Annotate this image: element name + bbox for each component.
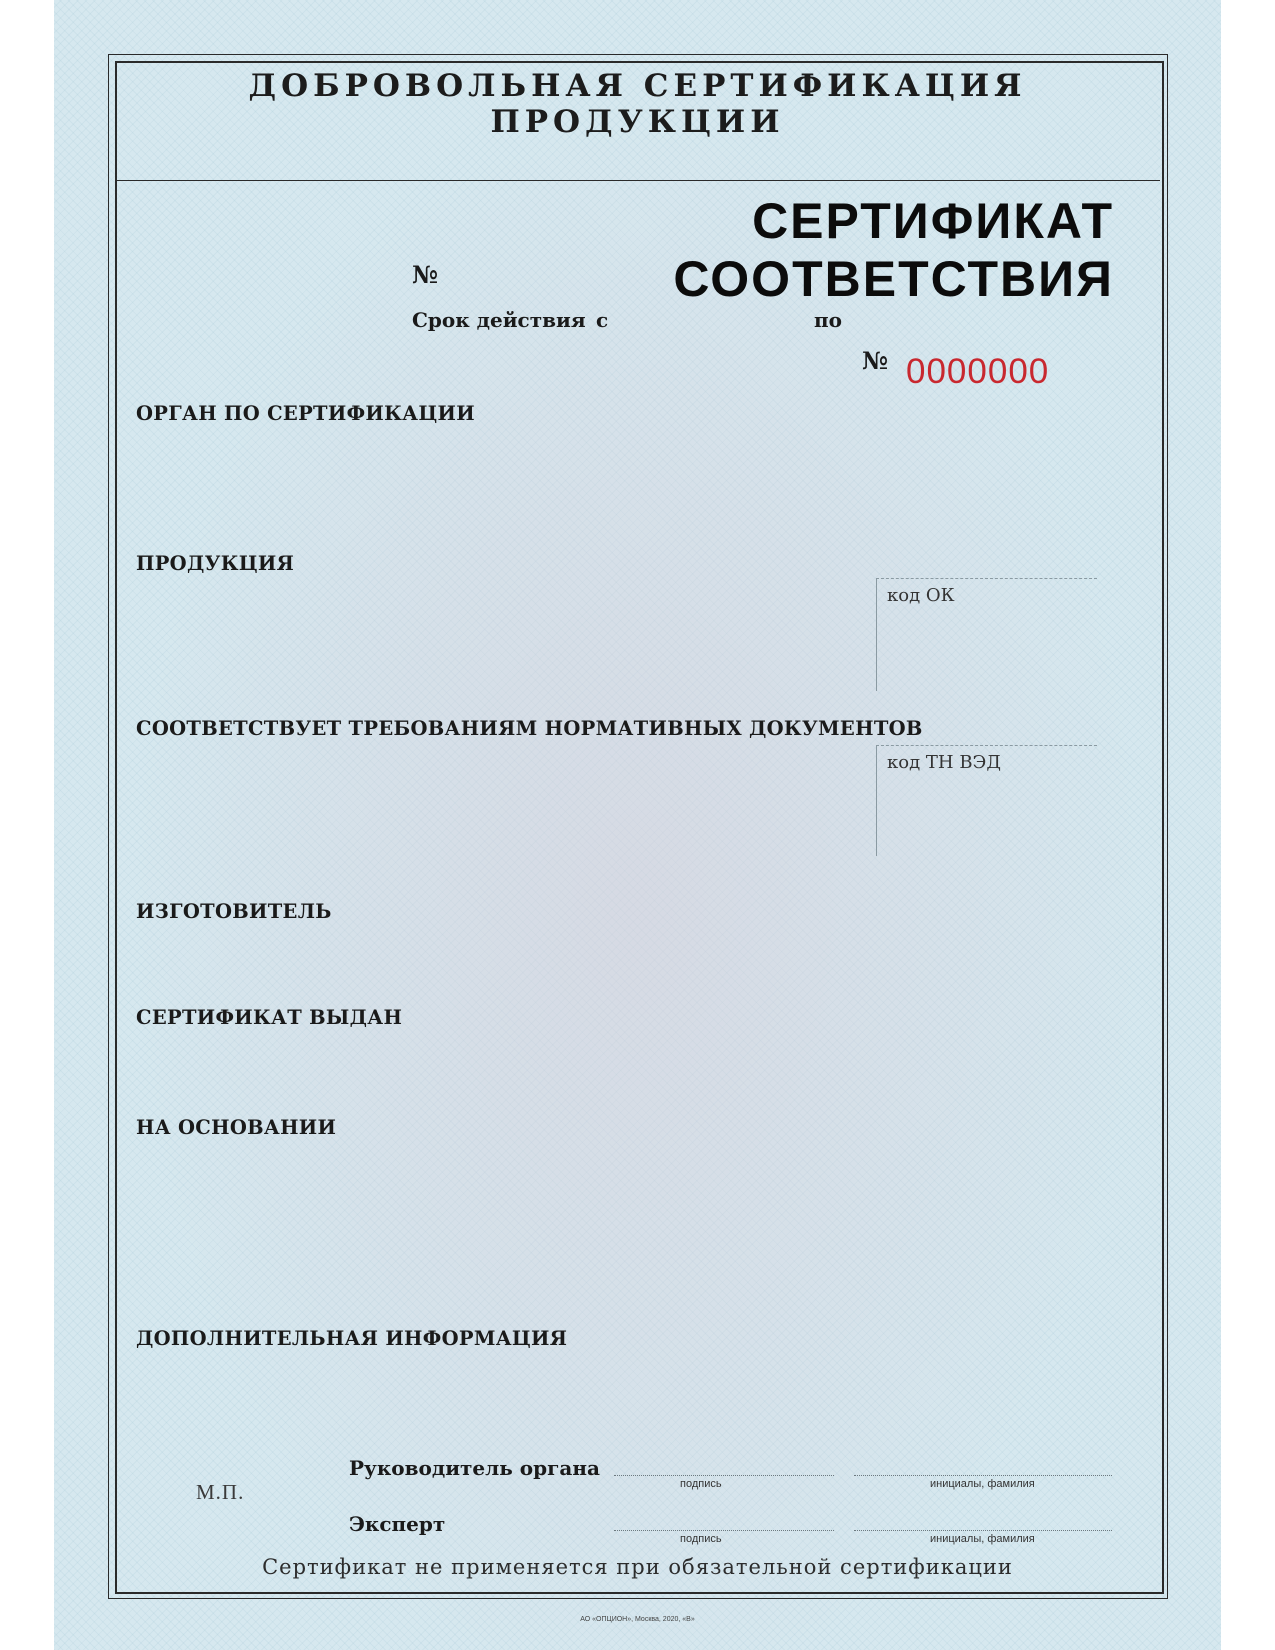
certificate-title: СЕРТИФИКАТ СООТВЕТСТВИЯ [673, 193, 1114, 307]
field-product: ПРОДУКЦИЯ [136, 552, 295, 575]
stamp-place: М.П. [196, 1480, 245, 1504]
expert-signature-caption: подпись [680, 1533, 722, 1545]
head-signature-line [614, 1475, 834, 1476]
ok-code-label: код ОК [887, 585, 955, 606]
head-of-body-label: Руководитель органа [349, 1456, 600, 1480]
tn-ved-code-label: код ТН ВЭД [887, 752, 1001, 773]
serial-number: 0000000 [906, 352, 1050, 391]
validity-from-label: с [596, 308, 609, 332]
certificate-number-sign: № [412, 260, 439, 289]
expert-name-caption: инициалы, фамилия [930, 1533, 1035, 1545]
field-manufacturer: ИЗГОТОВИТЕЛЬ [136, 900, 332, 923]
printer-imprint: АО «ОПЦИОН», Москва, 2020, «В» [580, 1616, 695, 1623]
expert-signature-line [614, 1530, 834, 1531]
field-additional-info: ДОПОЛНИТЕЛЬНАЯ ИНФОРМАЦИЯ [136, 1327, 568, 1350]
head-name-caption: инициалы, фамилия [930, 1478, 1035, 1490]
head-signature-caption: подпись [680, 1478, 722, 1490]
expert-name-line [854, 1530, 1112, 1531]
header-divider [115, 180, 1160, 181]
validity-label: Срок действия [412, 308, 586, 332]
field-basis: НА ОСНОВАНИИ [136, 1116, 337, 1139]
tn-ved-code-box [876, 745, 1097, 856]
field-issued-to: СЕРТИФИКАТ ВЫДАН [136, 1006, 403, 1029]
head-name-line [854, 1475, 1112, 1476]
not-for-mandatory-note: Сертификат не применяется при обязательной сертификации [262, 1555, 1013, 1579]
expert-label: Эксперт [349, 1512, 446, 1536]
field-conforms-to-standards: СООТВЕТСТВУЕТ ТРЕБОВАНИЯМ НОРМАТИВНЫХ ДОКУМЕНТОВ [136, 717, 923, 740]
validity-to-label: по [814, 308, 842, 332]
field-certification-body: ОРГАН ПО СЕРТИФИКАЦИИ [136, 402, 475, 425]
ok-code-box [876, 578, 1097, 691]
certificate-sheet [54, 0, 1221, 1650]
serial-number-sign: № [862, 346, 889, 375]
voluntary-certification-heading: ДОБРОВОЛЬНАЯ СЕРТИФИКАЦИЯ ПРОДУКЦИИ [248, 68, 1027, 140]
